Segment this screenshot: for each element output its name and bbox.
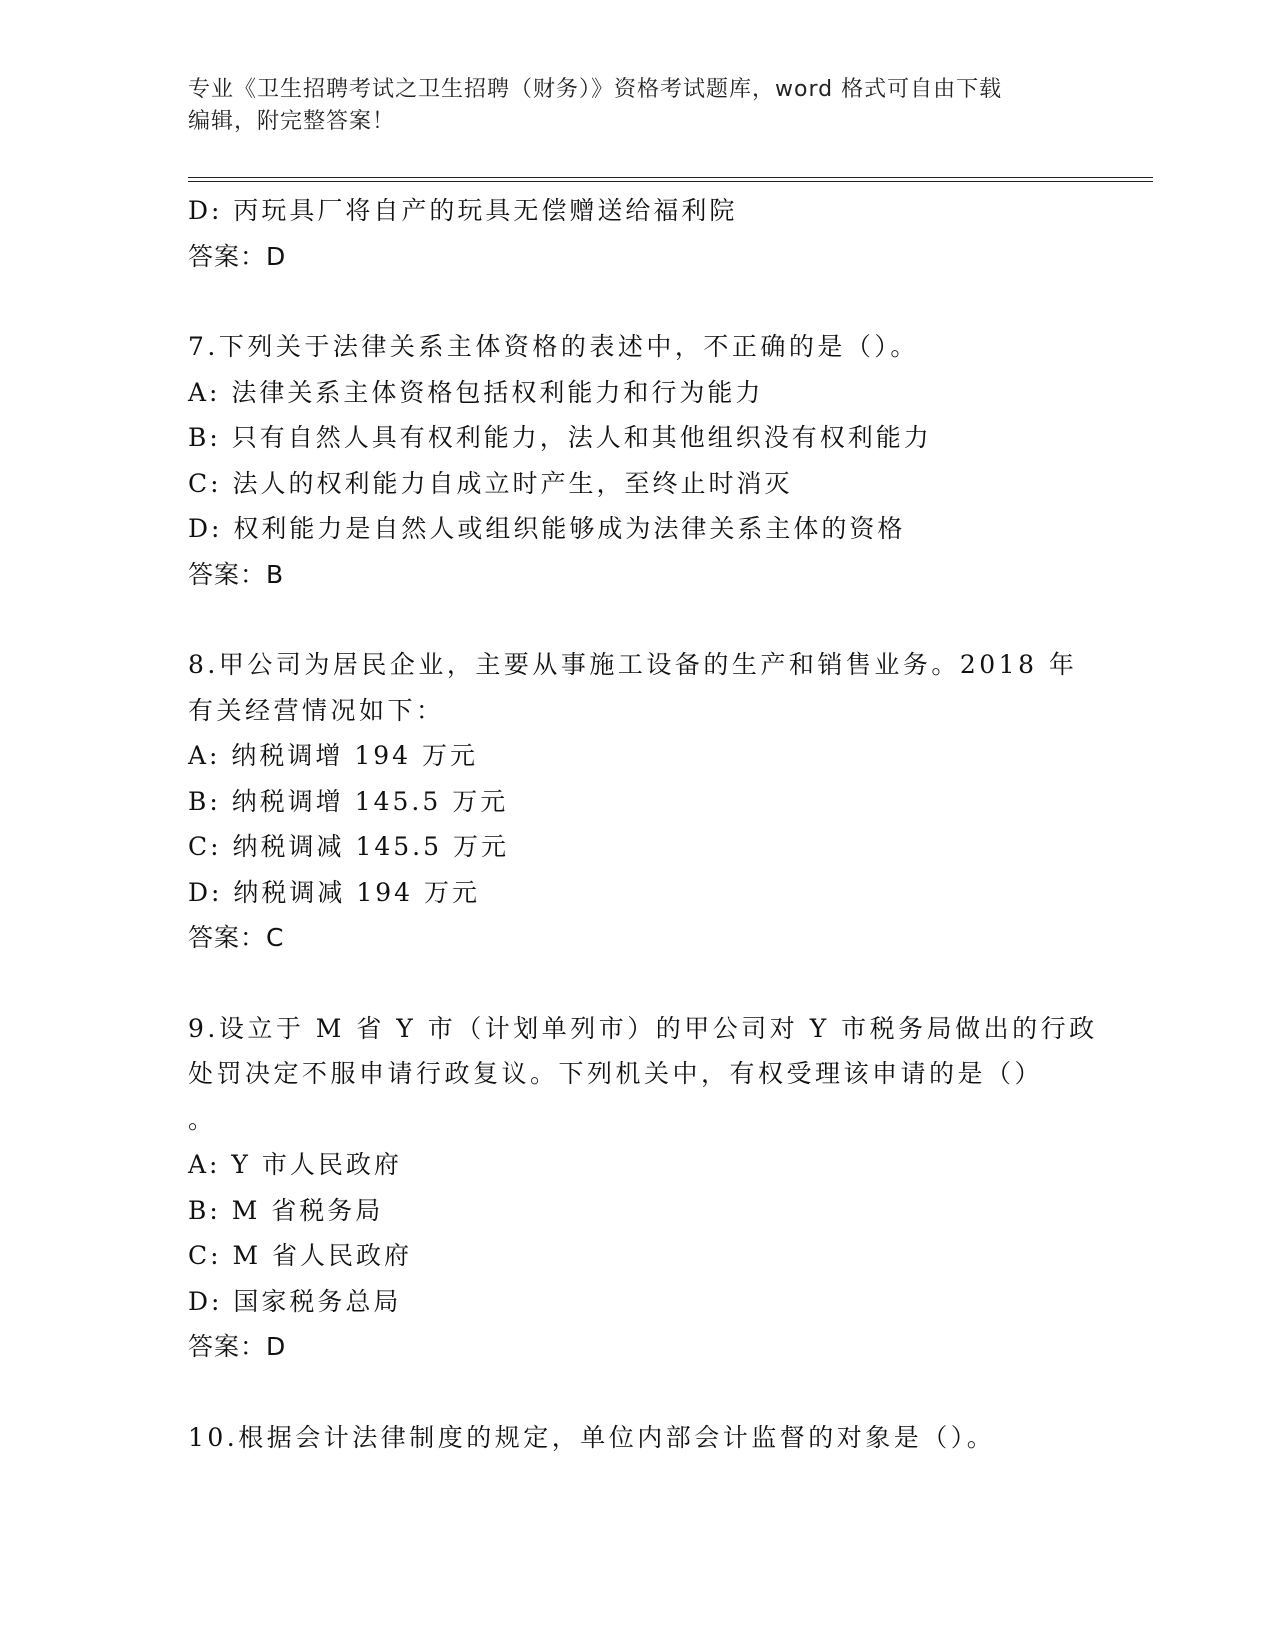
header-line-2: 编辑，附完整答案！ bbox=[188, 109, 396, 134]
spacer bbox=[188, 1370, 1088, 1415]
spacer bbox=[188, 279, 1088, 324]
q9-answer: 答案：D bbox=[188, 1332, 287, 1361]
header-line-1: 专业《卫生招聘考试之卫生招聘（财务）》资格考试题库，word 格式可自由下载 bbox=[188, 77, 1003, 102]
spacer bbox=[188, 961, 1088, 1006]
q8-answer: 答案：C bbox=[188, 923, 285, 952]
question-7 bbox=[188, 324, 1088, 597]
q9-stem-line-2: 处罚决定不服申请行政复议。下列机关中，有权受理该申请的是（） bbox=[188, 1059, 1044, 1088]
q9-stem-line-1: 9.设立于 M 省 Y 市（计划单列市）的甲公司对 Y 市税务局做出的行政 bbox=[188, 1013, 1098, 1043]
q7-option-c: C: 法人的权利能力自成立时产生，至终止时消灭 bbox=[188, 468, 793, 498]
q8-stem-line-2: 有关经营情况如下： bbox=[188, 695, 445, 725]
q9-option-d: D: 国家税务总局 bbox=[188, 1286, 402, 1316]
q8-option-d: D: 纳税调减 194 万元 bbox=[188, 877, 481, 907]
question-8 bbox=[188, 642, 1088, 961]
q8-option-c: C: 纳税调减 145.5 万元 bbox=[188, 832, 509, 861]
question-10 bbox=[188, 1415, 1088, 1461]
header-divider-top bbox=[188, 177, 1153, 178]
q8-option-b: B: 纳税调增 145.5 万元 bbox=[188, 786, 509, 816]
q6-option-d: D: 丙玩具厂将自产的玩具无偿赠送给福利院 bbox=[188, 196, 738, 225]
q7-option-b: B: 只有自然人具有权利能力，法人和其他组织没有权利能力 bbox=[188, 423, 932, 452]
q9-option-c: C: M 省人民政府 bbox=[188, 1241, 413, 1270]
q7-option-a: A: 法律关系主体资格包括权利能力和行为能力 bbox=[188, 377, 764, 407]
q10-stem: 10.根据会计法律制度的规定，单位内部会计监督的对象是（）。 bbox=[188, 1422, 996, 1452]
q9-option-b: B: M 省税务局 bbox=[188, 1195, 384, 1225]
q7-answer: 答案：B bbox=[188, 559, 285, 589]
question-9 bbox=[188, 1006, 1098, 1370]
question-6 bbox=[188, 188, 1088, 279]
q8-option-a: A: 纳税调增 194 万元 bbox=[188, 741, 479, 770]
q6-answer: 答案：D bbox=[188, 241, 287, 271]
header-divider-bottom bbox=[188, 181, 1153, 182]
q9-option-a: A: Y 市人民政府 bbox=[188, 1150, 402, 1179]
spacer bbox=[188, 597, 1088, 642]
q7-option-d: D: 权利能力是自然人或组织能够成为法律关系主体的资格 bbox=[188, 514, 906, 543]
q8-stem-line-1: 8.甲公司为居民企业，主要从事施工设备的生产和销售业务。2018 年 bbox=[188, 650, 1078, 679]
q9-stem-line-3: 。 bbox=[188, 1104, 217, 1134]
question-list bbox=[188, 188, 1098, 1460]
q7-stem: 7.下列关于法律关系主体资格的表述中，不正确的是（）。 bbox=[188, 332, 919, 361]
document-header bbox=[188, 74, 1068, 138]
